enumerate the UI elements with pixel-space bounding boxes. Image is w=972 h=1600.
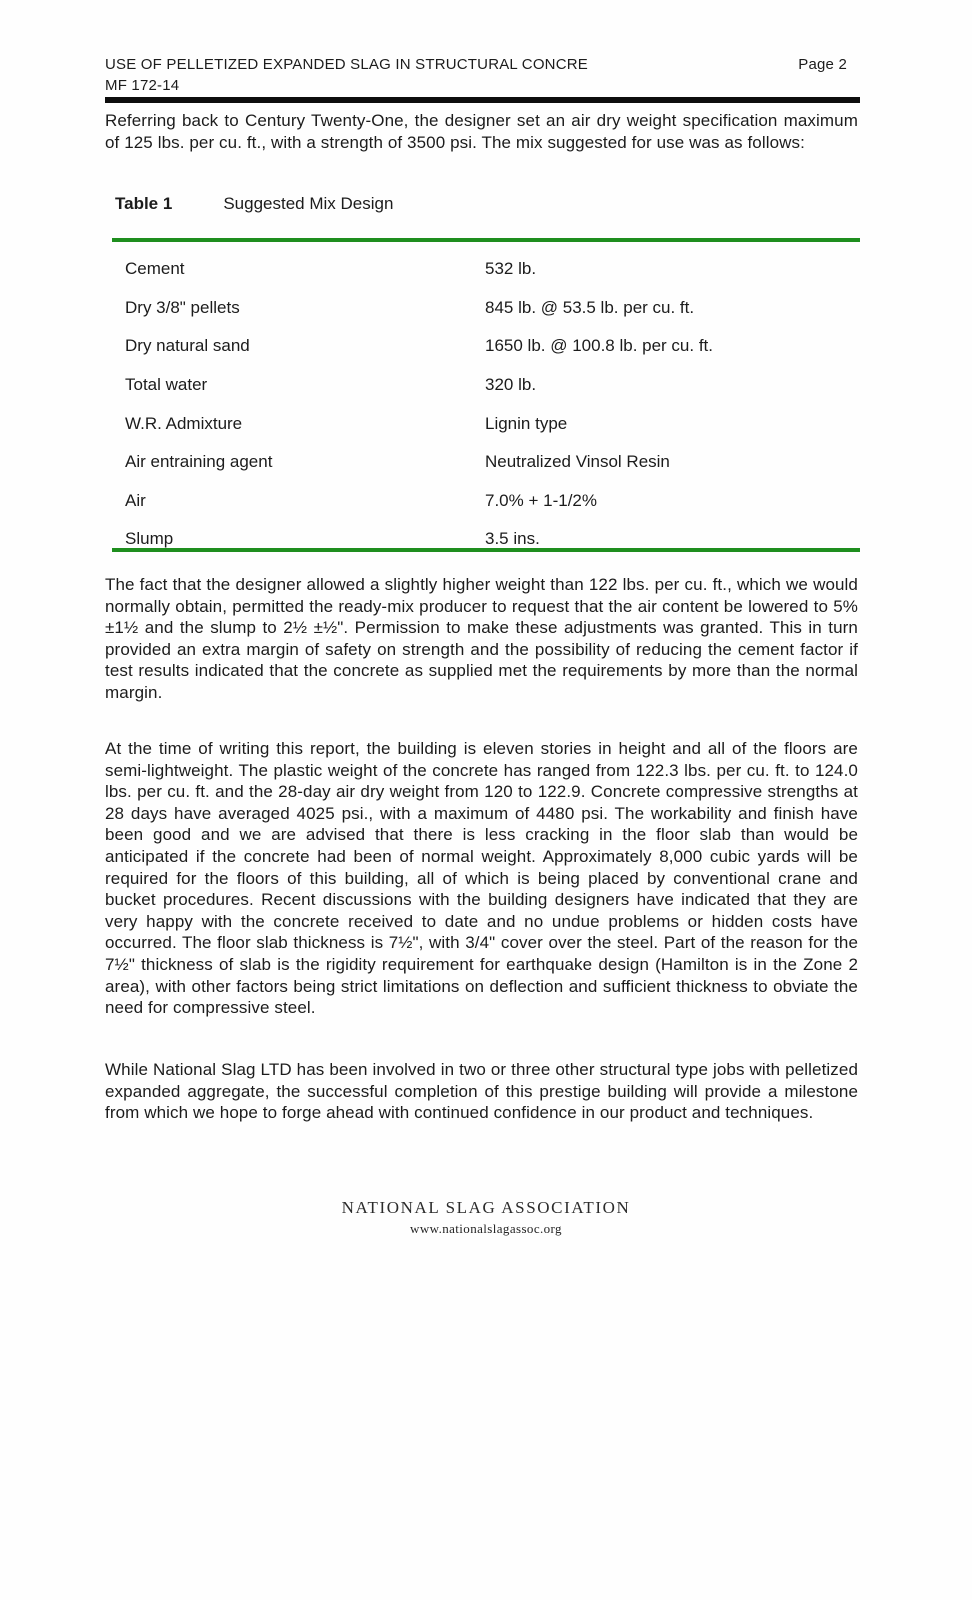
row-label: W.R. Admixture <box>125 413 243 433</box>
row-label: Dry 3/8" pellets <box>125 297 240 317</box>
table-row <box>125 482 847 521</box>
page-header <box>105 54 847 96</box>
body-paragraph-2: At the time of writing this report, the building is eleven stories in height and all of the floors are semi-lightweight. The plastic weight of the concrete has ranged from 122.3 lbs. per cu. ft. to 124.0 lbs. per cu. ft. and the 28-day air dry weight from 120 to 122.9. Concrete compressive strengths at 28 days have averaged 4025 psi., with a maximum of 4480 psi. The workability and finish have been good and we are advised that there is less cracking in the floor slab than would be anticipated if the concrete had been of normal weight. Approximately 8,000 cubic yards will be required for the floors of this building, all of which is being placed by conventional crane and bucket procedures. Recent discussions with the building designers have indicated that they are very happy with the concrete received to date and no undue problems or hidden costs have occurred. The floor slab thickness is 7½", with 3/4" cover over the steel. Part of the reason for the 7½" thickness of slab is the rigidity requirement for earthquake design (Hamilton is in the Zone 2 area), with other factors being strict limitations on deflection and sufficient thickness to obviate the need for compressive steel. <box>105 739 858 1018</box>
footer-org-name: NATIONAL SLAG ASSOCIATION <box>341 1198 631 1217</box>
table-row <box>125 289 847 328</box>
table-row <box>125 366 847 405</box>
row-value: 320 lb. <box>485 375 537 395</box>
footer-website: www.nationalslagassoc.org <box>410 1221 562 1236</box>
table-row <box>125 404 847 443</box>
row-value: Neutralized Vinsol Resin <box>485 452 670 472</box>
table-row <box>125 520 847 559</box>
table-caption <box>115 194 393 214</box>
row-label: Air <box>125 490 146 510</box>
intro-paragraph: Referring back to Century Twenty-One, the designer set an air dry weight specification maximum of 125 lbs. per cu. ft., with a strength of 3500 psi. The mix suggested for use was as follows: <box>105 111 858 152</box>
row-label: Dry natural sand <box>125 336 250 356</box>
body-paragraph-1: The fact that the designer allowed a slightly higher weight than 122 lbs. per cu. ft., which we would normally obtain, permitted the ready-mix producer to request that the air content be lowered to 5% ±1½ and the slump to 2½ ±½". Permission to make these adjustments was granted. This in turn provided an extra margin of safety on strength and the possibility of reducing the cement factor if test results indicated that the concrete as supplied met the requirements by more than the normal margin. <box>105 575 858 702</box>
row-label: Total water <box>125 375 208 395</box>
body-paragraph-3: While National Slag LTD has been involved in two or three other structural type jobs with pelletized expanded aggregate, the successful completion of this prestige building will provide a milestone from which we hope to forge ahead with continued confidence in our product and techniques. <box>105 1060 858 1123</box>
table-row <box>125 327 847 366</box>
table-caption-text: Suggested Mix Design <box>223 194 394 213</box>
doc-reference-number: MF 172-14 <box>105 77 180 94</box>
table-bottom-rule <box>112 548 860 552</box>
row-value: Lignin type <box>485 413 568 433</box>
mix-design-table <box>125 250 847 559</box>
row-label: Air entraining agent <box>125 452 273 472</box>
table-label: Table 1 <box>115 194 173 213</box>
row-label: Slump <box>125 529 174 549</box>
row-value: 532 lb. <box>485 259 537 279</box>
row-label: Cement <box>125 259 185 279</box>
row-value: 1650 lb. @ 100.8 lb. per cu. ft. <box>485 336 714 356</box>
table-top-rule <box>112 238 860 242</box>
page-number: Page 2 <box>798 56 847 73</box>
header-rule <box>105 97 860 103</box>
doc-title: USE OF PELLETIZED EXPANDED SLAG IN STRUCTURAL CONCRE <box>105 56 588 73</box>
row-value: 845 lb. @ 53.5 lb. per cu. ft. <box>485 297 695 317</box>
table-row <box>125 250 847 289</box>
row-value: 7.0% + 1-1/2% <box>485 490 597 510</box>
table-row <box>125 443 847 482</box>
header-title-block <box>105 54 588 96</box>
row-value: 3.5 ins. <box>485 529 540 549</box>
